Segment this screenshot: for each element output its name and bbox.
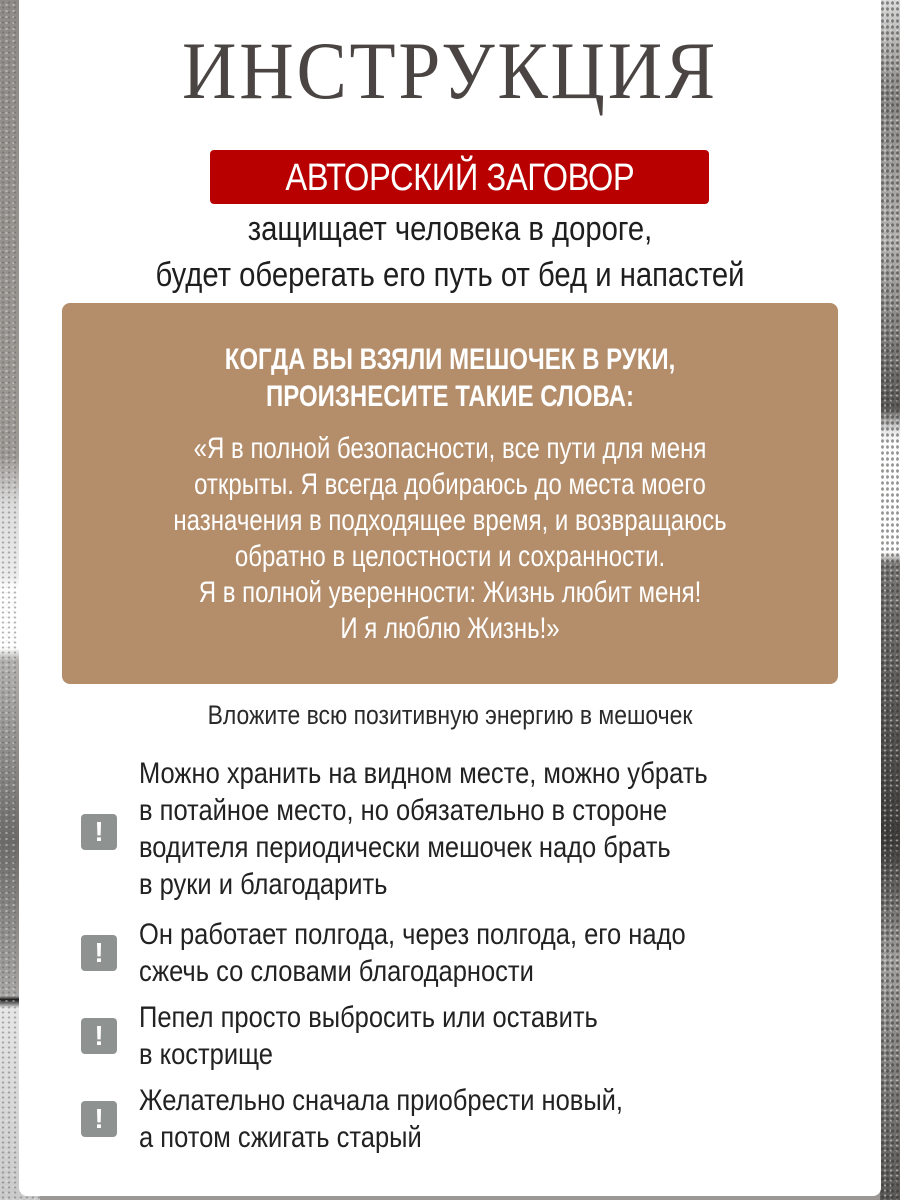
quote-heading-line: ПРОИЗНЕСИТЕ ТАКИЕ СЛОВА: <box>266 380 634 413</box>
tip-line: Пепел просто выбросить или оставить <box>139 1001 598 1034</box>
energy-note <box>19 700 881 731</box>
quote-line: назначения в подходящее время, и возвращаюсь <box>173 504 727 537</box>
quote-line: «Я в полной безопасности, все пути для меня <box>193 432 707 465</box>
subtitle <box>19 206 881 298</box>
tip-text <box>139 999 751 1073</box>
quote-line: обратно в целостности и сохранности. <box>234 540 666 573</box>
quote-line: Я в полной уверенности: Жизнь любит меня! <box>198 576 702 609</box>
page-title: ИНСТРУКЦИЯ <box>181 25 719 116</box>
tip-line: Можно хранить на видном месте, можно убрать <box>139 757 708 790</box>
badge-label: АВТОРСКИЙ ЗАГОВОР <box>285 157 634 199</box>
quote-line: И я люблю Жизнь!» <box>340 612 560 645</box>
background-texture-right <box>880 0 900 1200</box>
tip-line: Он работает полгода, через полгода, его надо <box>139 918 686 951</box>
tip-text <box>139 916 751 990</box>
quote-text <box>62 431 838 647</box>
exclamation-icon: ! <box>81 1101 117 1137</box>
exclamation-icon: ! <box>81 1018 117 1054</box>
tip-line: в кострище <box>139 1038 273 1071</box>
tip-line: в руки и благодарить <box>139 868 388 901</box>
instruction-card <box>19 0 881 1196</box>
quote-line: открыты. Я всегда добираюсь до места моего <box>194 468 706 501</box>
tip-text <box>139 755 751 903</box>
quote-heading-line: КОГДА ВЫ ВЗЯЛИ МЕШОЧЕК В РУКИ, <box>224 343 676 376</box>
energy-note-text: Вложите всю позитивную энергию в мешочек <box>207 700 693 730</box>
subtitle-line: будет оберегать его путь от бед и напастей <box>155 256 745 294</box>
tip-line: а потом сжигать старый <box>139 1121 422 1154</box>
tip-line: Желательно сначала приобрести новый, <box>139 1084 623 1117</box>
author-spell-badge <box>210 150 709 204</box>
tip-line: сжечь со словами благодарности <box>139 955 534 988</box>
exclamation-icon: ! <box>81 935 117 971</box>
tip-line: водителя периодически мешочек надо брать <box>139 831 671 864</box>
tip-text <box>139 1082 751 1156</box>
quote-heading <box>62 341 838 415</box>
tip-line: в потайное место, но обязательно в стороне <box>139 794 668 827</box>
exclamation-icon: ! <box>81 814 117 850</box>
subtitle-line: защищает человека в дороге, <box>247 210 653 248</box>
quote-box <box>62 303 838 684</box>
